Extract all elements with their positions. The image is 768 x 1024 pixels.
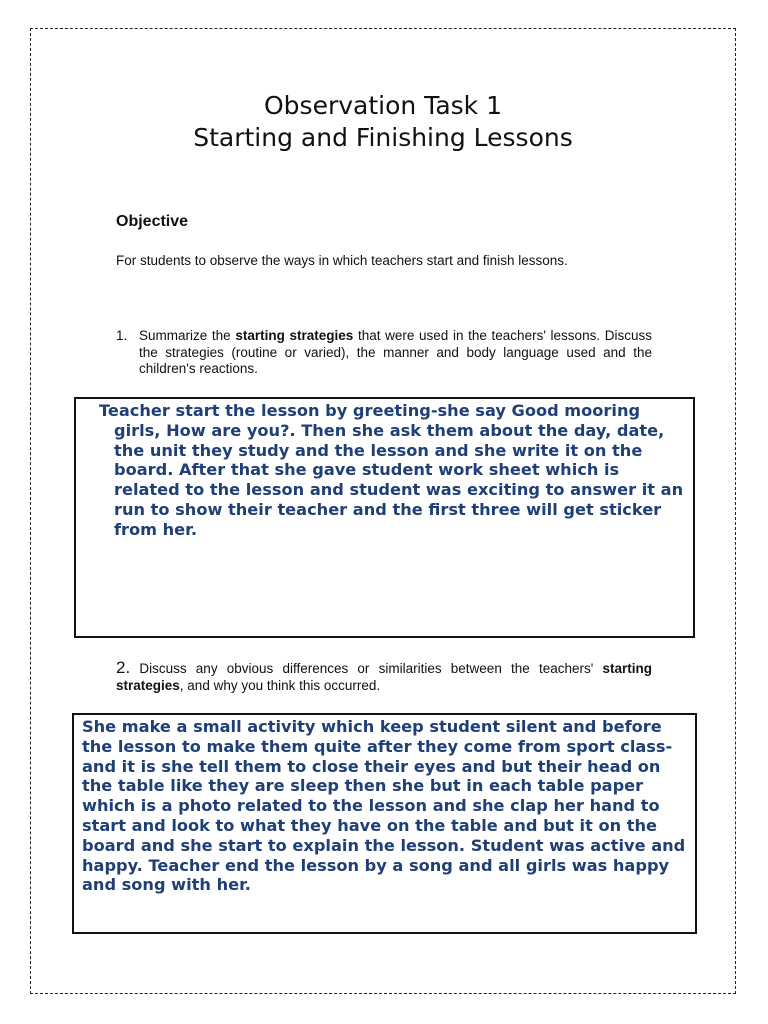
question-2-bold: starting strategies xyxy=(116,661,652,693)
question-1-number: 1. xyxy=(116,328,128,343)
document-subtitle: Starting and Finishing Lessons xyxy=(193,123,573,152)
objective-heading: Objective xyxy=(116,213,189,230)
question-1-text-after: that were used in the teachers' lessons. Discuss the strategies (routine or varied), the manner and body language used and the children's reactions. xyxy=(139,328,652,376)
question-1-body xyxy=(139,328,652,378)
answer-box-2: She make a small activity which keep student silent and before the lesson to make them quite after they come from sport class- and it is she tell them to close their eyes and but their head on the table like they are sleep then she but in each table paper which is a photo related to the lesson and she clap her hand to start and look to what they have on the table and but it on the board and she start to explain the lesson. Student was active and happy. Teacher end the lesson by a song and all girls was happy and song with her. xyxy=(72,713,697,934)
question-1-text-before: Summarize the xyxy=(139,328,236,343)
question-2-text-after: , and why you think this occurred. xyxy=(179,677,381,693)
answer-box-1: Teacher start the lesson by greeting-she say Good mooring girls, How are you?. Then she ask them about the day, date, the unit they study and the lesson and she write it on the board. After that she gave student work sheet which is related to the lesson and student was exciting to answer it an run to show their teacher and the first three will get sticker from her. xyxy=(74,397,695,638)
objective-text: For students to observe the ways in which teachers start and finish lessons. xyxy=(116,253,568,268)
question-2-text-before: Discuss any obvious differences or similarities between the teachers' xyxy=(130,661,603,676)
question-2-number: 2. xyxy=(116,658,131,677)
question-1-bold: starting strategies xyxy=(235,328,354,343)
document-title: Observation Task 1 xyxy=(264,91,502,120)
question-1 xyxy=(116,328,652,378)
question-2 xyxy=(116,660,652,694)
